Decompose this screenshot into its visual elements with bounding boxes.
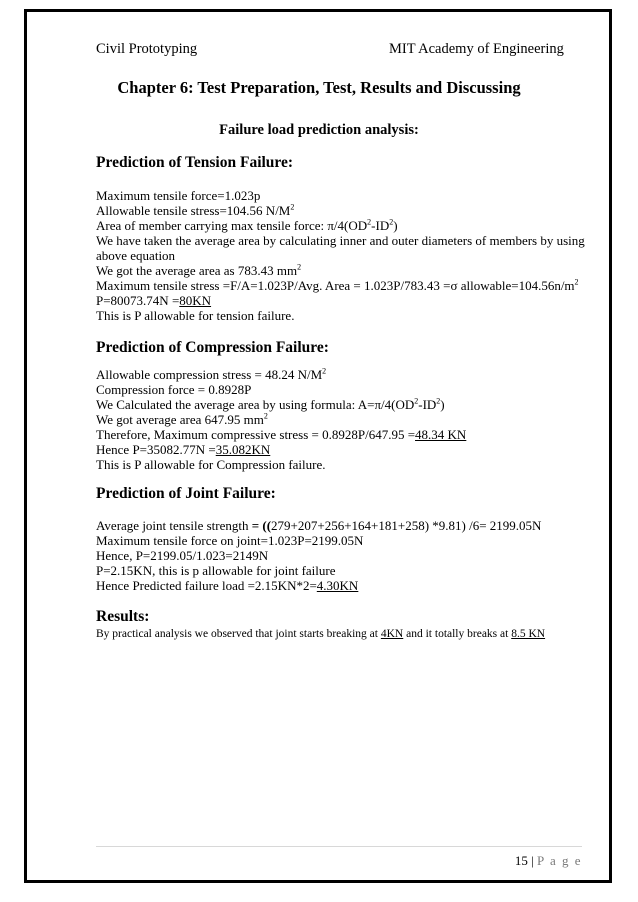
joint-line: P=2.15KN, this is p allowable for joint failure xyxy=(96,563,336,578)
compression-line: Therefore, Maximum compressive stress = 0.8928P/647.95 =48.34 KN xyxy=(96,427,467,442)
results-heading: Results: xyxy=(96,608,150,625)
joint-line: Average joint tensile strength = ((279+207+256+164+181+258) *9.81) /6= 2199.05N xyxy=(96,518,542,533)
tension-line: above equation xyxy=(96,248,176,263)
tension-line: We got the average area as 783.43 $mm^2$ xyxy=(96,262,302,278)
compression-line: Compression force = 0.8928P xyxy=(96,382,252,397)
tension-heading: Prediction of Tension Failure: xyxy=(96,154,294,171)
compression-line: Hence P=35082.77N =35.082KN xyxy=(96,442,271,457)
footer-divider xyxy=(96,846,582,847)
header-left: Civil Prototyping xyxy=(96,41,198,57)
chapter-title: Chapter 6: Test Preparation, Test, Results and Discussing xyxy=(117,78,521,97)
compression-heading: Prediction of Compression Failure: xyxy=(96,339,329,356)
tension-line: P=80073.74N =80KN xyxy=(96,293,212,308)
tension-line: We have taken the average area by calculating inner and outer diameters of members by using xyxy=(96,233,585,248)
tension-line: Maximum tensile stress =F/A=1.023P/Avg. Area = 1.023P/783.43 =σ $allowable=104.56n/m^2$ xyxy=(96,277,579,293)
header-right: MIT Academy of Engineering xyxy=(389,41,564,57)
tension-line: Allowable tensile stress=104.56 $N/M^2$ xyxy=(96,202,295,218)
joint-line: Hence Predicted failure load =2.15KN*2=4.30KN xyxy=(96,578,359,593)
joint-line: Maximum tensile force on joint=1.023P=2199.05N xyxy=(96,533,364,548)
tension-line: Area of member carrying max tensile force: $\pi/4(OD^2-ID^2)$ xyxy=(96,217,398,233)
results-line: By practical analysis we observed that joint starts breaking at 4KN and it totally breaks at 8.5 KN xyxy=(96,628,546,640)
compression-line: Allowable compression stress = 48.24 $N/M^2$ xyxy=(96,366,327,382)
compression-line: This is P allowable for Compression failure. xyxy=(96,457,326,472)
tension-line: This is P allowable for tension failure. xyxy=(96,308,295,323)
joint-heading: Prediction of Joint Failure: xyxy=(96,485,276,502)
tension-line: Maximum tensile force=1.023p xyxy=(96,188,261,203)
compression-line: We got average area 647.95 $mm^2$ xyxy=(96,411,268,427)
section-subtitle: Failure load prediction analysis: xyxy=(219,122,419,138)
page-number: 15 | P a g e xyxy=(514,853,582,868)
joint-line: Hence, P=2199.05/1.023=2149N xyxy=(96,548,269,563)
compression-line: We Calculated the average area by using formula: $A=\pi/4(OD^2-ID^2)$ xyxy=(96,396,445,412)
